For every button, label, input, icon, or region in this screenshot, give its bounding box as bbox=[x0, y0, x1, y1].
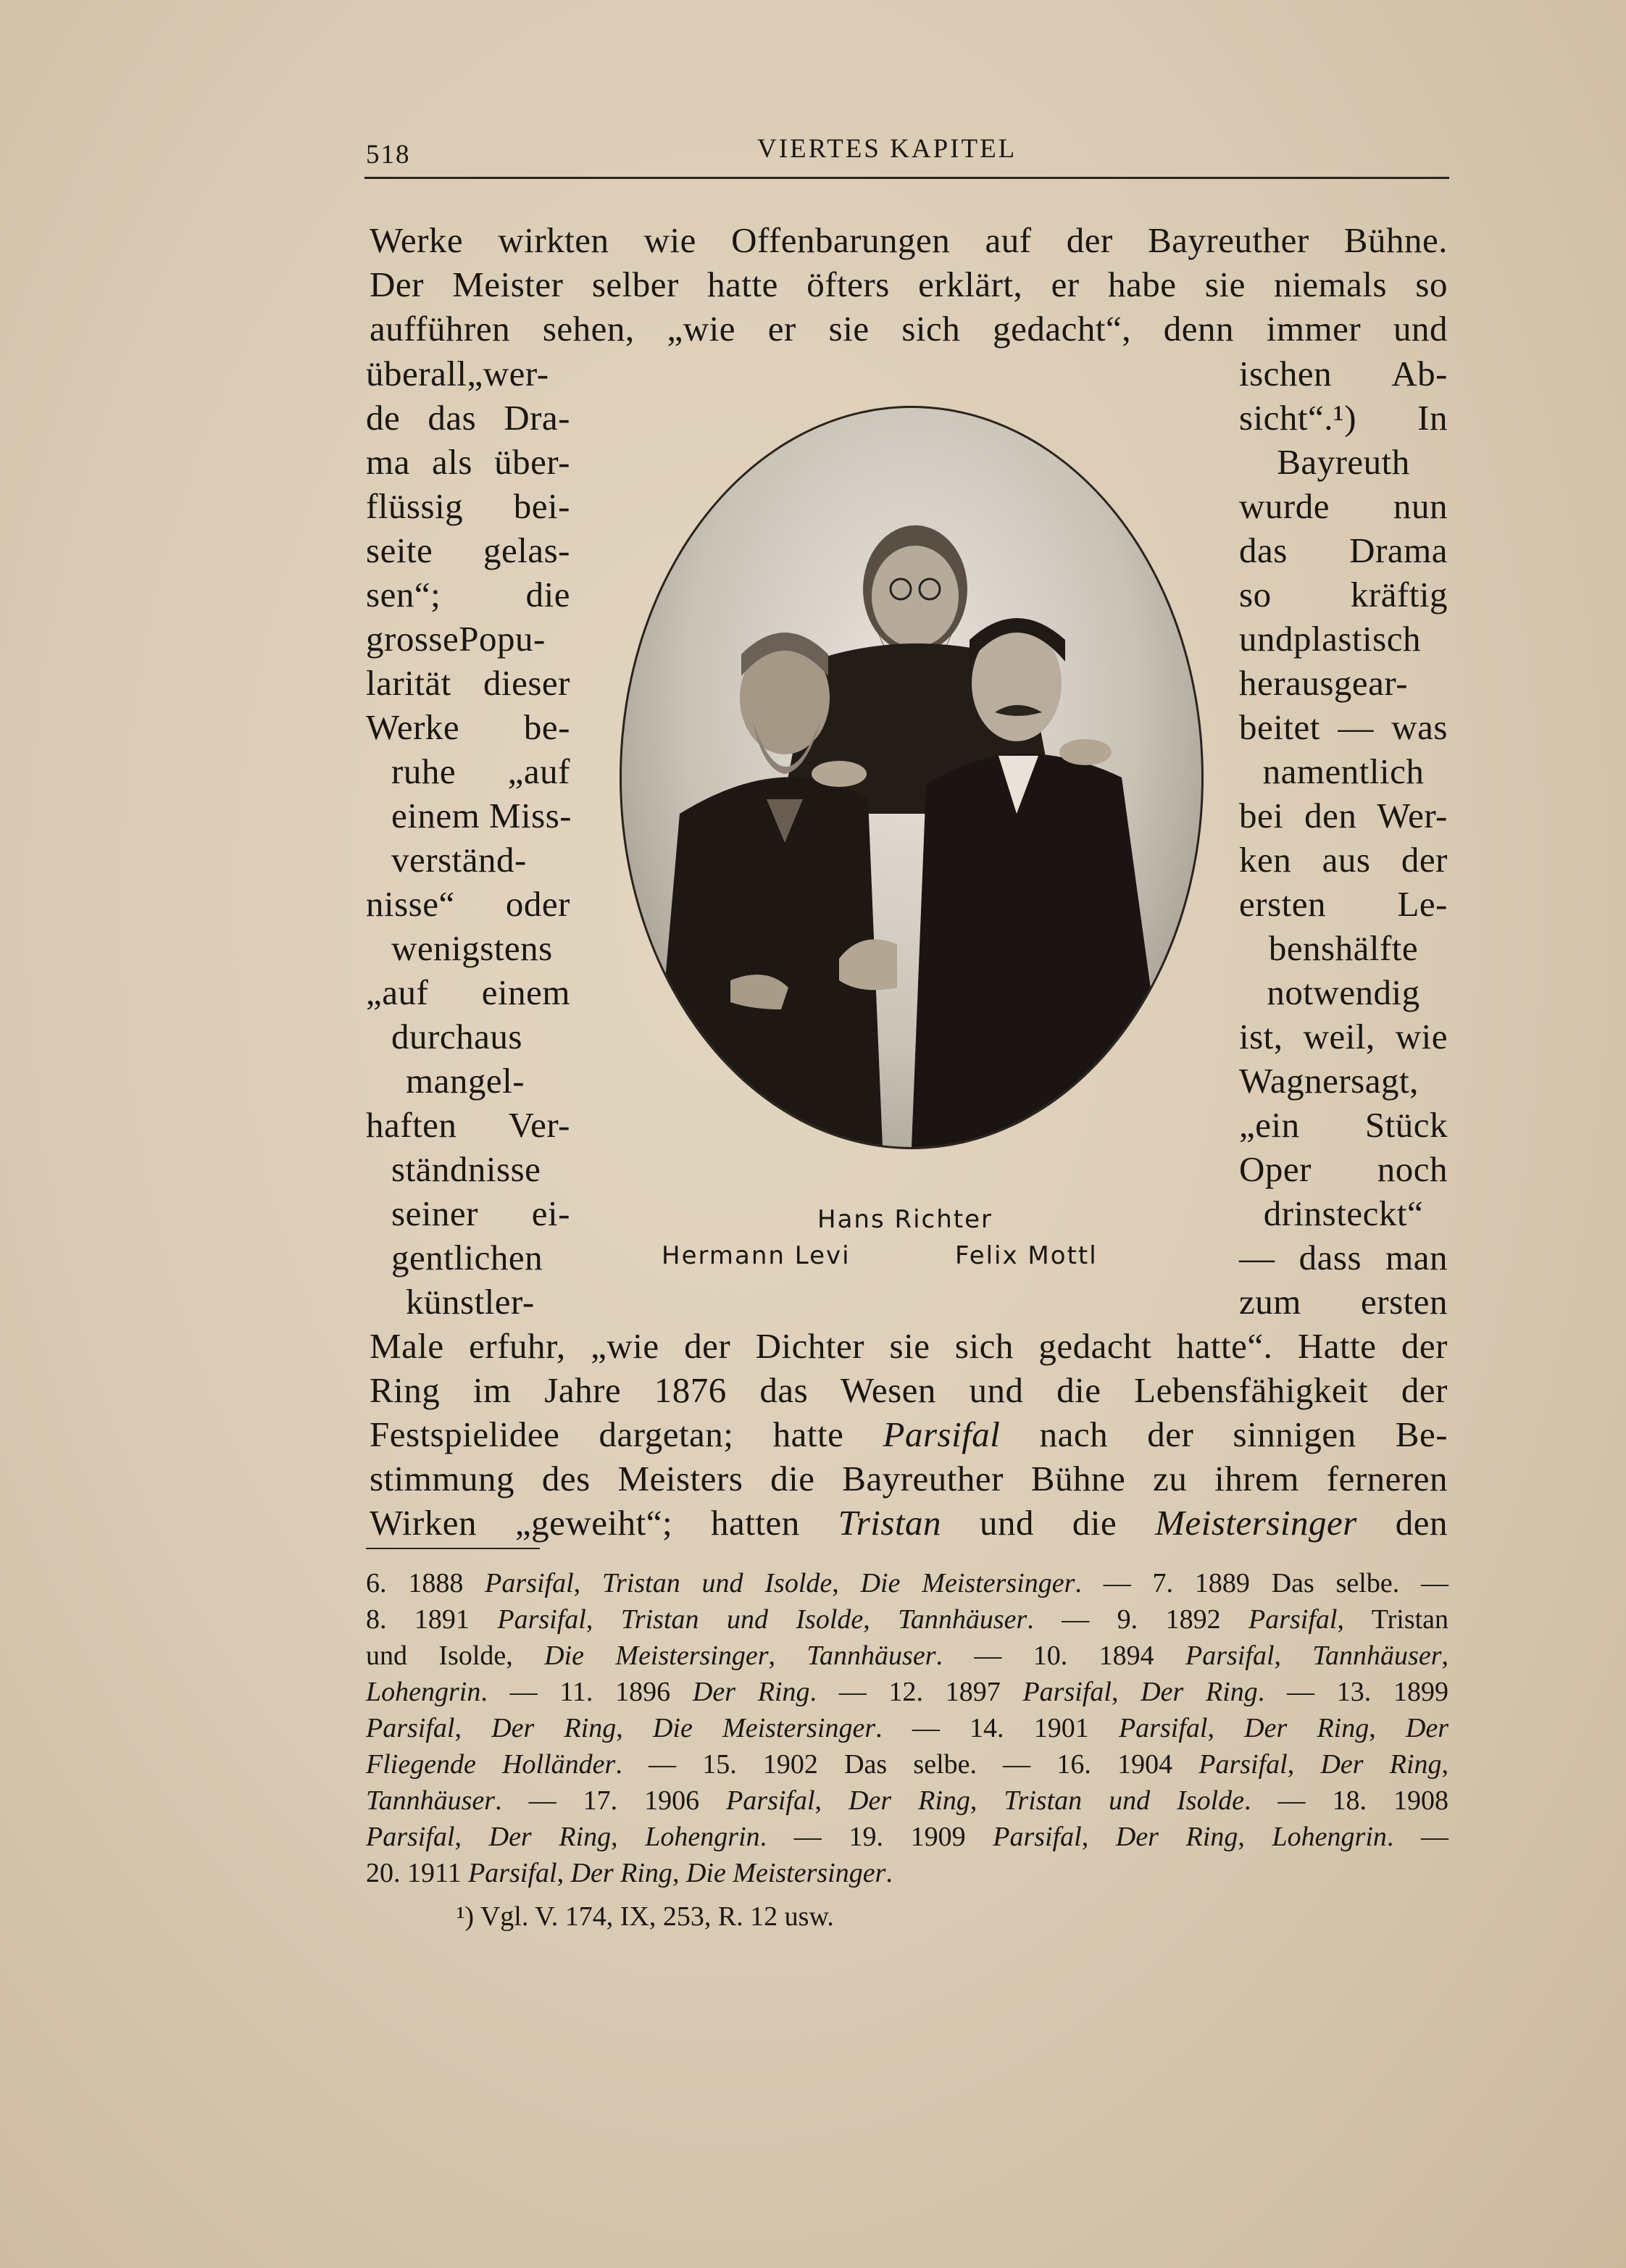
left-column-line: ruhe „auf bbox=[391, 751, 570, 791]
left-column-line: verständ- bbox=[391, 840, 527, 880]
right-column-line: drinsteckt“ bbox=[1263, 1193, 1424, 1233]
footnote-line: Parsifal, Der Ring, Lohengrin. — 19. 1909 Parsifal, Der Ring, Lohengrin. — bbox=[366, 1822, 1449, 1852]
left-column-line: de das Dra- bbox=[366, 398, 570, 438]
right-column-line: Bayreuth bbox=[1277, 442, 1410, 482]
left-column-line: überall„wer- bbox=[366, 354, 549, 393]
right-column-line: sicht“.¹) In bbox=[1239, 398, 1448, 438]
right-column-line: das Drama bbox=[1239, 530, 1448, 570]
left-column-line: einem Miss- bbox=[391, 796, 572, 835]
body-line: Ring im Jahre 1876 das Wesen und die Lebensfähigkeit der bbox=[370, 1370, 1448, 1410]
left-column-line: haften Ver- bbox=[366, 1105, 570, 1145]
footnote-line: 8. 1891 Parsifal, Tristan und Isolde, Tannhäuser. — 9. 1892 Parsifal, Tristan bbox=[366, 1604, 1449, 1635]
right-column-line: so kräftig bbox=[1239, 575, 1448, 614]
footnote-line: 20. 1911 Parsifal, Der Ring, Die Meistersinger. bbox=[366, 1858, 893, 1888]
right-column-line: notwendig bbox=[1267, 972, 1420, 1012]
left-column-line: nisse“ oder bbox=[366, 884, 570, 924]
right-column-line: ken aus der bbox=[1239, 840, 1448, 880]
right-column-line: ischen Ab- bbox=[1239, 354, 1448, 393]
right-column-line: bei den Wer- bbox=[1239, 796, 1448, 835]
right-column-line: benshälfte bbox=[1268, 928, 1419, 968]
body-line: Wirken „geweiht“; hatten Tristan und die Meistersinger den bbox=[370, 1503, 1448, 1543]
right-column-line: Oper noch bbox=[1239, 1149, 1448, 1189]
portrait-photograph bbox=[620, 406, 1204, 1149]
footnote-line: Fliegende Holländer. — 15. 1902 Das selbe. — 16. 1904 Parsifal, Der Ring, bbox=[366, 1749, 1448, 1780]
left-column-line: larität dieser bbox=[366, 663, 570, 703]
left-column-line: wenigstens bbox=[391, 928, 553, 968]
body-line: Der Meister selber hatte öfters erklärt, er habe sie niemals so bbox=[370, 264, 1448, 304]
left-column-line: ma als über- bbox=[366, 442, 570, 482]
left-column-line: ständnisse bbox=[391, 1149, 541, 1189]
left-column-line: durchaus bbox=[391, 1017, 522, 1056]
right-column-line: „ein Stück bbox=[1239, 1105, 1448, 1145]
left-column-line: seiner ei- bbox=[391, 1193, 570, 1233]
left-column-line: „auf einem bbox=[366, 972, 570, 1012]
left-column-line: mangel- bbox=[406, 1061, 525, 1101]
portrait-illustration bbox=[622, 408, 1201, 1147]
right-column-line: herausgear- bbox=[1239, 663, 1409, 703]
header-rule bbox=[364, 177, 1449, 179]
footnote-line: 6. 1888 Parsifal, Tristan und Isolde, Die Meistersinger. — 7. 1889 Das selbe. — bbox=[366, 1568, 1449, 1598]
right-column-line: zum ersten bbox=[1239, 1282, 1448, 1322]
body-line: Werke wirkten wie Offenbarungen auf der Bayreuther Bühne. bbox=[370, 220, 1448, 260]
chapter-title: VIERTES KAPITEL bbox=[757, 134, 1017, 164]
caption-hans-richter: Hans Richter bbox=[817, 1205, 993, 1234]
left-column-line: sen“; die bbox=[366, 575, 570, 614]
left-column-line: flüssig bei- bbox=[366, 486, 570, 526]
left-column-line: Werke be- bbox=[366, 707, 570, 747]
right-column-line: undplastisch bbox=[1239, 619, 1421, 659]
footnote-line: Lohengrin. — 11. 1896 Der Ring. — 12. 1897 Parsifal, Der Ring. — 13. 1899 bbox=[366, 1677, 1449, 1707]
caption-hermann-levi: Hermann Levi bbox=[662, 1241, 851, 1270]
body-line: Festspielidee dargetan; hatte Parsifal nach der sinnigen Be- bbox=[370, 1414, 1448, 1454]
footnote-line: Parsifal, Der Ring, Die Meistersinger. — 14. 1901 Parsifal, Der Ring, Der bbox=[366, 1713, 1449, 1743]
left-column-line: gentlichen bbox=[391, 1238, 543, 1277]
body-line: Male erfuhr, „wie der Dichter sie sich gedacht hatte“. Hatte der bbox=[370, 1326, 1448, 1366]
footnote-rule bbox=[366, 1548, 540, 1549]
right-column-line: wurde nun bbox=[1239, 486, 1448, 526]
left-column-line: grossePopu- bbox=[366, 619, 546, 659]
right-column-line: ist, weil, wie bbox=[1239, 1017, 1448, 1056]
right-column-line: namentlich bbox=[1262, 751, 1425, 791]
right-column-line: — dass man bbox=[1239, 1238, 1448, 1277]
footnote-line: und Isolde, Die Meistersinger, Tannhäuser. — 10. 1894 Parsifal, Tannhäuser, bbox=[366, 1640, 1448, 1671]
left-column-line: künstler- bbox=[406, 1282, 535, 1322]
left-column-line: seite gelas- bbox=[366, 530, 570, 570]
footnote-line: Tannhäuser. — 17. 1906 Parsifal, Der Ring, Tristan und Isolde. — 18. 1908 bbox=[366, 1785, 1449, 1816]
running-header bbox=[366, 129, 1449, 172]
caption-felix-mottl: Felix Mottl bbox=[955, 1241, 1098, 1270]
page-number: 518 bbox=[366, 140, 411, 170]
right-column-line: Wagnersagt, bbox=[1239, 1061, 1419, 1101]
right-column-line: ersten Le- bbox=[1239, 884, 1448, 924]
footnote-reference: ¹) Vgl. V. 174, IX, 253, R. 12 usw. bbox=[456, 1901, 834, 1932]
right-column-line: beitet — was bbox=[1239, 707, 1448, 747]
body-line: stimmung des Meisters die Bayreuther Bühne zu ihrem ferneren bbox=[370, 1459, 1448, 1498]
body-line: aufführen sehen, „wie er sie sich gedacht“, denn immer und bbox=[370, 309, 1448, 349]
